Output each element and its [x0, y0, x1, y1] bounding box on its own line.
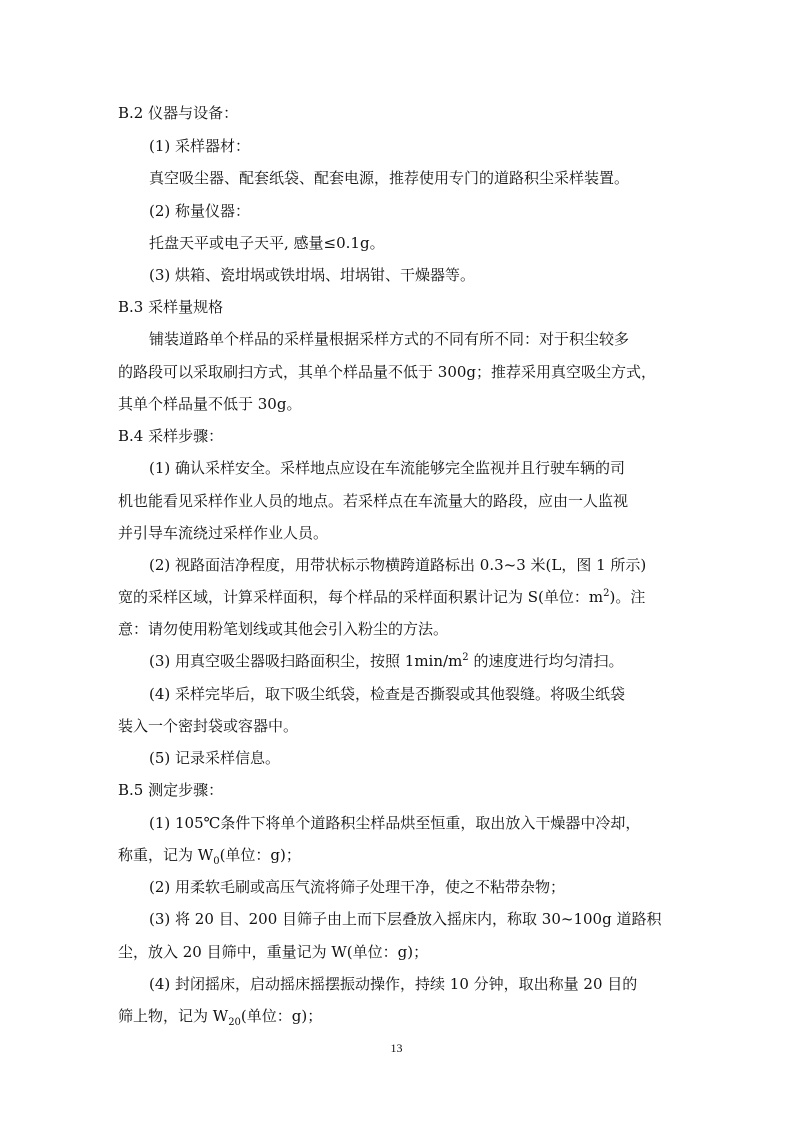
paragraph-b3-line-1: 铺装道路单个样品的采样量根据采样方式的不同有所不同：对于积尘较多: [149, 330, 630, 348]
item-b4-4-line-1: (4) 采样完毕后，取下吸尘纸袋，检查是否撕裂或其他裂缝。将吸尘纸袋: [149, 685, 626, 703]
item-b5-3-line-1: (3) 将 20 目、200 目筛子由上而下层叠放入摇床内，称取 30~100g 道路积: [149, 910, 662, 928]
item-b4-5: (5) 记录采样信息。: [149, 749, 281, 767]
item-b4-2-line-2: 宽的采样区域，计算采样面积，每个样品的采样面积累计记为 S(单位：$m^2$)。注: [118, 588, 646, 606]
section-b3-heading: B.3 采样量规格: [118, 298, 224, 316]
paragraph-b3-line-3: 其单个样品量不低于 30g。: [118, 395, 302, 413]
section-b4-heading: B.4 采样步骤：: [118, 427, 224, 445]
item-b5-1-line-2: 称重，记为 $W_0$(单位：g)；: [118, 846, 301, 867]
item-b2-1-text: 真空吸尘器、配套纸袋、配套电源，推荐使用专门的道路积尘采样装置。: [149, 169, 630, 187]
item-b4-3: (3) 用真空吸尘器吸扫路面积尘，按照 $1\min/m^2$ 的速度进行均匀清扫。: [149, 652, 624, 670]
item-b2-1: (1) 采样器材：: [149, 137, 251, 155]
item-b5-3-line-2: 尘，放入 20 目筛中，重量记为 W(单位：g)；: [118, 943, 429, 961]
item-b4-2-line-3: 意：请勿使用粉笔划线或其他会引入粉尘的方法。: [118, 620, 449, 638]
item-b5-4-line-1: (4) 封闭摇床，启动摇床摇摆振动操作，持续 10 分钟，取出称量 20 目的: [149, 975, 638, 993]
item-b5-2: (2) 用柔软毛刷或高压气流将筛子处理干净，使之不粘带杂物；: [149, 878, 566, 896]
page-number: 13: [390, 1041, 403, 1055]
item-b2-2: (2) 称量仪器：: [149, 202, 251, 220]
item-b4-1-line-3: 并引导车流绕过采样作业人员。: [118, 524, 329, 542]
superscript: 2: [603, 588, 610, 599]
item-b5-4-line-2: 筛上物，记为 $W_{20}$(单位：g)；: [118, 1007, 323, 1028]
item-b2-3: (3) 烘箱、瓷坩埚或铁坩埚、坩埚钳、干燥器等。: [149, 266, 476, 284]
section-b5-heading: B.5 测定步骤：: [118, 781, 224, 799]
item-b4-1-line-2: 机也能看见采样作业人员的地点。若采样点在车流量大的路段，应由一人监视: [118, 492, 629, 510]
item-b4-2-line-1: (2) 视路面洁净程度，用带状标示物横跨道路标出 0.3~3 米(L，图 1 所示): [149, 556, 647, 574]
subscript: 0: [213, 856, 220, 867]
paragraph-b3-line-2: 的路段可以采取刷扫方式，其单个样品量不低于 300g；推荐采用真空吸尘方式，: [118, 363, 657, 381]
subscript: 20: [228, 1017, 241, 1028]
item-b4-4-line-2: 装入一个密封袋或容器中。: [118, 717, 299, 735]
item-b5-1-line-1: (1) 105℃条件下将单个道路积尘样品烘至恒重，取出放入干燥器中冷却，: [149, 814, 641, 832]
item-b2-2-text: 托盘天平或电子天平, 感量≤0.1g。: [149, 234, 385, 252]
superscript: 2: [462, 652, 469, 663]
section-b2-heading: B.2 仪器与设备：: [118, 104, 239, 122]
item-b4-1-line-1: (1) 确认采样安全。采样地点应设在车流能够完全监视并且行驶车辆的司: [149, 459, 626, 477]
